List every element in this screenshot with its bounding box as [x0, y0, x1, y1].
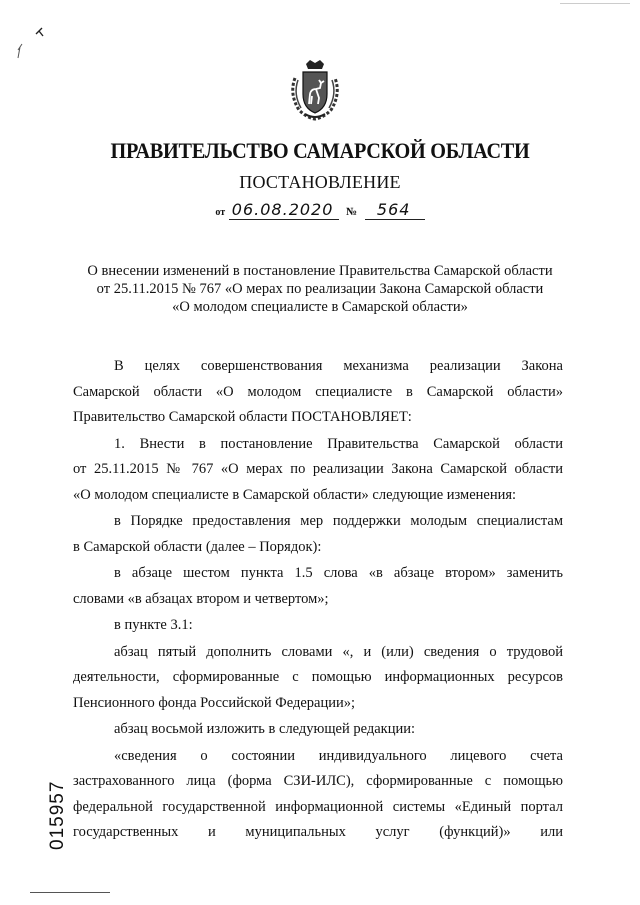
text-line: В целях совершенствования механизма реализации Закона [114, 358, 563, 374]
text-line: Правительство Самарской области ПОСТАНОВЛЯЕТ: [73, 409, 412, 425]
document-subject [70, 262, 570, 316]
text-line: в Самарской области (далее – Порядок): [73, 538, 322, 555]
text-line: словами «в абзацах втором и четвертом»; [73, 590, 329, 607]
handwritten-date: 06.08.2020 [229, 201, 339, 220]
subject-line: «О молодом специалисте в Самарской области» [172, 299, 468, 315]
handwritten-number: 564 [365, 201, 425, 220]
text-line: государственных и муниципальных услуг (функций)» или [73, 824, 563, 840]
text-line: в Порядке предоставления мер поддержки молодым специалистам [114, 513, 563, 529]
subject-line: О внесении изменений в постановление Правительства Самарской области [87, 263, 553, 279]
paragraph [73, 717, 563, 743]
registration-side-number: 015957 [47, 780, 68, 850]
document-number-line [0, 201, 640, 220]
text-line: Самарской области «О молодом специалисте в Самарской области» [73, 383, 563, 400]
paragraph [73, 509, 563, 560]
paragraph [73, 354, 563, 431]
text-line: Пенсионного фонда Российской Федерации»; [73, 694, 356, 711]
text-line: «О молодом специалисте в Самарской области» следующие изменения: [73, 486, 517, 503]
text-line: от 25.11.2015 № 767 «О мерах по реализации Закона Самарской области [73, 461, 563, 477]
text-line: в абзаце шестом пункта 1.5 слова «в абзаце втором» заменить [114, 565, 563, 581]
text-line: застрахованного лица (форма СЗИ-ИЛС), сформированные с помощью [73, 773, 563, 789]
paragraph [73, 613, 563, 639]
text-line: 1. Внести в постановление Правительства Самарской области [114, 435, 563, 452]
paragraph [73, 744, 563, 846]
scan-edge-line [560, 3, 630, 4]
text-line: федеральной государственной информационной системы «Единый портал [73, 798, 563, 815]
text-line: деятельности, сформированные с помощью информационных ресурсов [73, 669, 563, 685]
text-line: абзац восьмой изложить в следующей редакции: [114, 721, 416, 737]
corner-pen-mark [8, 14, 48, 64]
number-sign: № [346, 206, 358, 218]
organization-title: ПРАВИТЕЛЬСТВО САМАРСКОЙ ОБЛАСТИ [110, 138, 530, 163]
paragraph [73, 561, 563, 612]
scan-bottom-line [30, 892, 110, 893]
subject-line: от 25.11.2015 № 767 «О мерах по реализации Закона Самарской области [96, 281, 544, 297]
document-type: ПОСТАНОВЛЕНИЕ [239, 172, 401, 192]
text-line: абзац пятый дополнить словами «, и (или) сведения о трудовой [114, 643, 563, 660]
paragraph [73, 432, 563, 509]
date-prefix: от [215, 207, 226, 218]
paragraph [73, 640, 563, 717]
text-line: в пункте 3.1: [114, 617, 193, 633]
coat-of-arms-emblem [275, 58, 355, 122]
document-body [73, 354, 563, 846]
text-line: «сведения о состоянии индивидуального лицевого счета [114, 747, 563, 764]
